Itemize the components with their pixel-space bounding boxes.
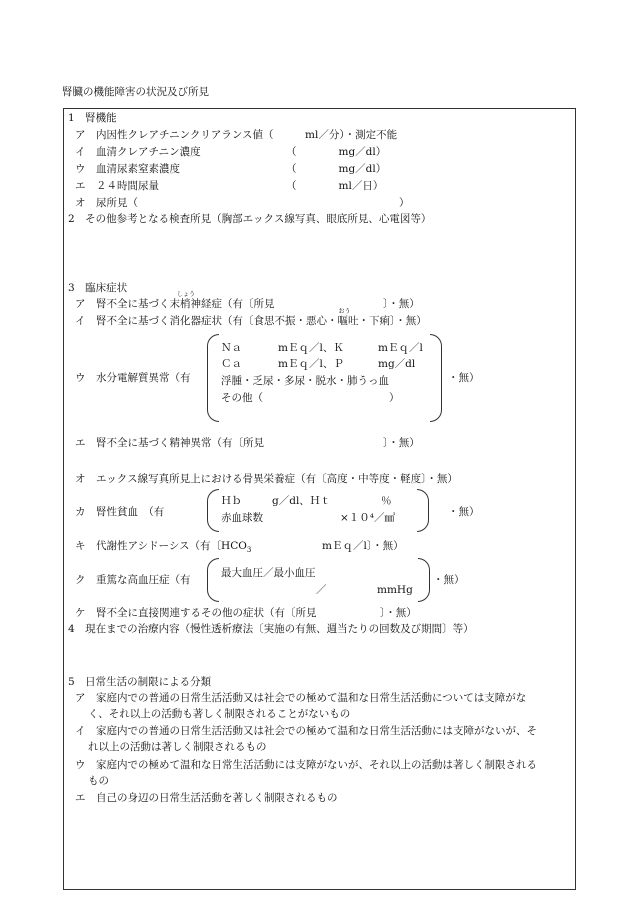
s3-item-g-pre: キ 代謝性アシドーシス（有〔HCO (75, 540, 247, 552)
s3-item-a-kanji-wrap (177, 291, 196, 310)
s3-item-b-kanji: 嘔 (337, 315, 348, 327)
s3-item-c-label: ウ 水分電解質異常（有 (75, 372, 191, 384)
s3-c-line3: 浮腫・乏尿・多尿・脱水・肺うっ血 (221, 375, 389, 387)
s3-item-a-kanji: 梢 (180, 298, 191, 310)
s3-item-g-mid: mＥｑ／l〕・無） (322, 540, 404, 552)
s3-item-g (75, 540, 251, 557)
section-5-heading: 5 日常生活の制限による分類 (68, 676, 212, 688)
s3-c-line4a: その他（ (221, 392, 263, 404)
s1-item-b-label: イ 血清クレアチニン濃度 (75, 146, 201, 158)
brace-left (207, 489, 219, 532)
s1-item-c-label: ウ 血清尿素窒素濃度 (75, 163, 180, 175)
s3-item-a-pre: ア 腎不全に基づく末 (75, 298, 180, 310)
s5-item-d: エ 自己の身辺の日常生活活動を著しく制限されるもの (75, 792, 338, 804)
s5-item-b-line1: イ 家庭内での普通の日常生活活動又は社会での極めて温和な日常生活活動には支障がないが、そ (75, 725, 537, 737)
s3-item-f-label: カ 腎性貧血 （有 (75, 506, 165, 518)
s3-f-line2a: 赤血球数 (221, 512, 263, 524)
s3-h-slash: ／ (316, 584, 327, 596)
brace-right (418, 558, 430, 602)
s3-c-line1c: mＥｑ／l (378, 342, 423, 354)
s3-f-line1b: g／dl、Ｈｔ (272, 495, 331, 507)
section-1-heading: 1 腎機能 (68, 112, 117, 124)
s5-item-a-line2: く、それ以上の活動も著しく制限されることがないもの (88, 708, 351, 720)
s1-item-a: ア 内因性クレアチニンクリアランス値（ ml／分）・測定不能 (75, 129, 398, 141)
s1-item-b-value: （ mg／dl） (286, 146, 387, 158)
brace-left (207, 558, 219, 602)
brace-right (430, 334, 442, 422)
s3-h-line1: 最大血圧／最小血圧 (221, 567, 316, 579)
s3-item-a (75, 291, 275, 311)
s5-item-a-line1: ア 家庭内での普通の日常生活活動又は社会での極めて温和な日常生活活動については支障がな (75, 692, 527, 704)
s3-c-tail: ・無） (448, 372, 480, 384)
s3-item-i-end: 〕・無） (380, 607, 417, 619)
s3-h-tail: ・無） (433, 574, 465, 586)
s3-item-d-end: 〕・無） (383, 437, 420, 449)
s3-item-h-label: ク 重篤な高血圧症（有 (75, 574, 191, 586)
s3-item-b-post: 吐・下痢〕・無） (348, 315, 427, 327)
s3-c-line2b: mＥｑ／l、Ｐ (278, 358, 344, 370)
s3-item-g-sub: 3 (246, 546, 252, 555)
s3-c-line1a: Ｎａ (221, 342, 242, 354)
brace-right (417, 489, 429, 532)
brace-left (207, 334, 219, 422)
s3-f-line1a: Ｈｂ (221, 495, 242, 507)
page-title: 腎臓の機能障害の状況及び所見 (62, 86, 209, 98)
s3-item-b (75, 308, 427, 328)
s3-item-a-end: 〕・無） (383, 298, 420, 310)
section-3-heading: 3 臨床症状 (68, 282, 128, 294)
s3-item-d-pre: エ 腎不全に基づく精神異常（有〔所見 (75, 437, 264, 449)
s3-item-e: オ エックス線写真所見上における骨異栄養症（有〔高度・中等度・軽度〕・無） (75, 473, 458, 485)
s3-c-line1b: mＥｑ／l、Ｋ (278, 342, 344, 354)
s3-item-b-kanji-wrap (337, 308, 351, 327)
s1-item-e-label: オ 尿所見（ (75, 197, 138, 209)
section-2-heading: 2 その他参考となる検査所見（胸部エックス線写真、眼底所見、心電図等） (68, 213, 432, 225)
s3-item-a-post: 神経症（有〔所見 (190, 298, 275, 310)
s5-item-c-line2: もの (88, 775, 109, 787)
section-4-heading: 4 現在までの治療内容（慢性透析療法〔実施の有無、週当たりの回数及び期間〕等） (68, 623, 474, 635)
s3-c-line2c: mg／dl (378, 358, 416, 370)
s3-item-b-ruby: おう (338, 308, 351, 315)
s3-item-a-ruby: しょう (177, 291, 196, 298)
s3-h-unit: mmHg (377, 584, 413, 596)
s3-item-b-pre: イ 腎不全に基づく消化器症状（有〔食思不振・悪心・ (75, 315, 338, 327)
s1-item-d-value: （ ml／日） (286, 180, 384, 192)
s1-item-e-close: ） (399, 197, 410, 209)
s3-c-line2a: Ｃａ (221, 358, 242, 370)
s1-item-d-label: エ ２４時間尿量 (75, 180, 159, 192)
s3-f-tail: ・無） (448, 506, 480, 518)
s1-item-c-value: （ mg／dl） (286, 163, 387, 175)
s3-f-line2b: ×１０⁴／㎣ (340, 512, 396, 524)
s3-c-line4b: ） (389, 392, 400, 404)
s3-item-i-pre: ケ 腎不全に直接関連するその他の症状（有〔所見 (75, 607, 317, 619)
s3-f-line1c: ％ (381, 495, 392, 507)
s5-item-c-line1: ウ 家庭内での極めて温和な日常生活活動には支障がないが、それ以上の活動は著しく制限される (75, 759, 537, 771)
s5-item-b-line2: れ以上の活動は著しく制限されるもの (88, 741, 267, 753)
